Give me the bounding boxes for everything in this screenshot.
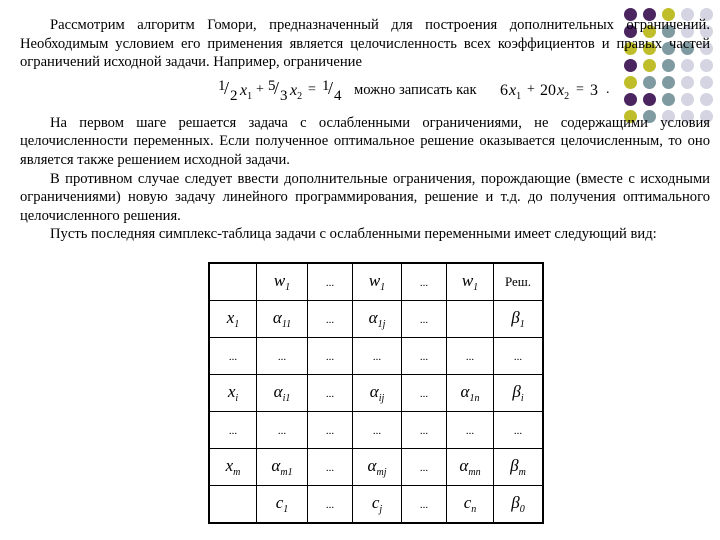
fraction-slash: /	[328, 78, 334, 98]
cell-subscript: m	[518, 467, 526, 479]
cell-subscript: i	[520, 393, 524, 405]
cell-symbol: α	[459, 455, 469, 475]
table-cell	[353, 338, 402, 375]
fraction-1-numerator: 1	[218, 78, 226, 94]
fraction-slash: /	[274, 78, 280, 98]
cell-subscript: 1j	[377, 319, 386, 331]
cell-symbol: ...	[419, 425, 429, 437]
simplex-table	[208, 262, 544, 524]
cell-symbol: ...	[325, 462, 335, 474]
cell-symbol: w	[368, 270, 381, 290]
cell-subscript: 1	[519, 319, 525, 331]
cell-symbol: ...	[513, 425, 523, 437]
table-cell	[308, 375, 353, 412]
variable-x2: $x_2$	[290, 82, 303, 103]
variable-x1-integer: $x_1$	[509, 82, 522, 103]
cell-symbol: ...	[372, 425, 382, 437]
table-row	[209, 486, 543, 524]
table-cell	[209, 263, 257, 301]
table-cell	[402, 449, 447, 486]
cell-symbol: ...	[277, 425, 287, 437]
cell-symbol: ...	[419, 388, 429, 400]
cell-symbol: ...	[325, 388, 335, 400]
cell-subscript: j	[379, 504, 383, 516]
table-row	[209, 338, 543, 375]
cell-symbol: ...	[419, 314, 429, 326]
cell-symbol: α	[273, 381, 283, 401]
cell-symbol: Реш.	[504, 274, 532, 289]
table-cell	[447, 338, 494, 375]
cell-symbol: ...	[465, 425, 475, 437]
cell-symbol: ...	[325, 314, 335, 326]
table-cell	[257, 338, 308, 375]
table-cell	[308, 449, 353, 486]
table-cell	[308, 486, 353, 524]
fraction-2-denominator: 3	[280, 88, 288, 104]
cell-symbol: ...	[325, 425, 335, 437]
cell-symbol: α	[272, 307, 282, 327]
formula-period: .	[606, 82, 610, 97]
cell-subscript: i	[235, 393, 239, 405]
cell-symbol: x	[227, 381, 236, 401]
table-cell	[447, 449, 494, 486]
equals-sign: =	[308, 82, 316, 97]
table-cell	[209, 375, 257, 412]
cell-symbol: ...	[325, 499, 335, 511]
table-cell	[447, 301, 494, 338]
plus-sign: +	[256, 82, 264, 97]
variable-x1: $x_1$	[240, 82, 253, 103]
table-header-row	[209, 263, 543, 301]
table-cell	[353, 449, 402, 486]
table-cell	[402, 375, 447, 412]
table-cell	[447, 486, 494, 524]
cell-symbol: ...	[325, 277, 335, 289]
cell-symbol: ...	[419, 462, 429, 474]
cell-symbol: c	[371, 492, 380, 512]
table-cell	[353, 412, 402, 449]
paragraph-last-table: Пусть последняя симплекс-таблица задачи с ослабленными переменными имеет следующий вид:	[50, 226, 657, 243]
cell-symbol: α	[368, 307, 378, 327]
fraction-2-numerator: 5	[268, 78, 276, 94]
cell-symbol: ...	[419, 499, 429, 511]
cell-symbol: w	[461, 270, 474, 290]
cell-subscript: m	[233, 467, 241, 479]
cell-symbol: x	[225, 455, 234, 475]
paragraph-otherwise: В противном случае следует ввести дополнительные ограничения, порождающие (вместе с исходными ограничениями) новую задачу линейного программирования, решение и т.д. до получения оптимального целочисленного решения.	[20, 170, 710, 224]
table-cell	[494, 412, 544, 449]
paragraph-intro: Рассмотрим алгоритм Гомори, предназначенный для построения дополнительных ограничений. Необходимым условием его применения является целочисленность всех коэффициентов и правых частей ограничений исходной задачи. Например, ограничение	[20, 17, 710, 71]
fraction-1-denominator: 2	[230, 88, 238, 104]
table-cell	[209, 338, 257, 375]
table-row	[209, 412, 543, 449]
table-cell	[257, 486, 308, 524]
variable-x2-integer: $x_2$	[557, 82, 570, 103]
cell-subscript: 1	[234, 319, 240, 331]
table-cell	[209, 412, 257, 449]
cell-symbol: c	[275, 492, 284, 512]
equals-sign: =	[576, 82, 584, 97]
cell-subscript: 1	[283, 504, 289, 516]
table-cell	[308, 338, 353, 375]
table-cell	[353, 263, 402, 301]
table-cell	[402, 301, 447, 338]
cell-symbol: β	[510, 455, 519, 475]
table-cell	[402, 338, 447, 375]
right-hand-side: 3	[590, 82, 598, 99]
table-cell	[494, 375, 544, 412]
table-cell	[402, 412, 447, 449]
paragraph-first-step: На первом шаге решается задача с ослабленными ограничениями, не содержащими условия целочисленности переменных. Если полученное оптимальное решение оказывается целочисленным, то оно является также решением исходной задачи.	[20, 114, 710, 168]
cell-symbol: α	[271, 455, 281, 475]
fraction-slash: /	[224, 78, 230, 98]
table-cell	[308, 301, 353, 338]
cell-subscript: mj	[376, 467, 387, 479]
table-cell	[494, 486, 544, 524]
table-cell	[353, 375, 402, 412]
coefficient-6: 6	[500, 82, 508, 99]
constraint-formula	[218, 80, 638, 110]
cell-symbol: β	[511, 492, 520, 512]
table-cell	[257, 412, 308, 449]
cell-symbol: ...	[372, 351, 382, 363]
cell-subscript: 0	[519, 504, 525, 516]
cell-symbol: α	[460, 381, 470, 401]
table-cell	[257, 449, 308, 486]
cell-subscript: ij	[378, 393, 385, 405]
cell-symbol: α	[369, 381, 379, 401]
cell-subscript: 1	[380, 282, 386, 294]
cell-symbol: ...	[419, 277, 429, 289]
table-row	[209, 301, 543, 338]
cell-subscript: 1	[473, 282, 479, 294]
table-row	[209, 375, 543, 412]
cell-symbol: ...	[277, 351, 287, 363]
table-row	[209, 449, 543, 486]
table-cell	[494, 338, 544, 375]
fraction-3-numerator: 1	[322, 78, 330, 94]
table-cell	[257, 263, 308, 301]
fraction-3-denominator: 4	[334, 88, 342, 104]
table-cell	[447, 375, 494, 412]
cell-symbol: ...	[228, 425, 238, 437]
table-cell	[494, 449, 544, 486]
cell-subscript: 1	[285, 282, 291, 294]
formula-middle-text: можно записать как	[354, 82, 477, 98]
plus-sign: +	[527, 82, 535, 97]
table-cell	[308, 263, 353, 301]
table-cell	[402, 263, 447, 301]
cell-symbol: x	[226, 307, 235, 327]
table-cell	[308, 412, 353, 449]
table-cell	[209, 449, 257, 486]
coefficient-20: 20	[540, 82, 556, 99]
table-cell	[494, 263, 544, 301]
cell-symbol: ...	[419, 351, 429, 363]
table-cell	[257, 375, 308, 412]
cell-symbol: w	[273, 270, 286, 290]
cell-symbol: β	[511, 307, 520, 327]
cell-symbol: c	[463, 492, 472, 512]
cell-subscript: n	[471, 504, 477, 516]
cell-subscript: 11	[281, 319, 292, 331]
table-cell	[447, 263, 494, 301]
cell-subscript: m1	[280, 467, 293, 479]
table-cell	[494, 301, 544, 338]
table-cell	[257, 301, 308, 338]
document-body	[20, 16, 710, 244]
table-cell	[447, 412, 494, 449]
cell-subscript: mn	[468, 467, 481, 479]
cell-symbol: ...	[513, 351, 523, 363]
table-cell	[209, 486, 257, 524]
cell-symbol: ...	[465, 351, 475, 363]
table-cell	[353, 486, 402, 524]
cell-subscript: i1	[282, 393, 291, 405]
cell-symbol: ...	[325, 351, 335, 363]
cell-subscript: 1n	[469, 393, 480, 405]
table-cell	[209, 301, 257, 338]
cell-symbol: β	[512, 381, 521, 401]
table-cell	[353, 301, 402, 338]
table-cell	[402, 486, 447, 524]
cell-symbol: ...	[228, 351, 238, 363]
cell-symbol: α	[367, 455, 377, 475]
